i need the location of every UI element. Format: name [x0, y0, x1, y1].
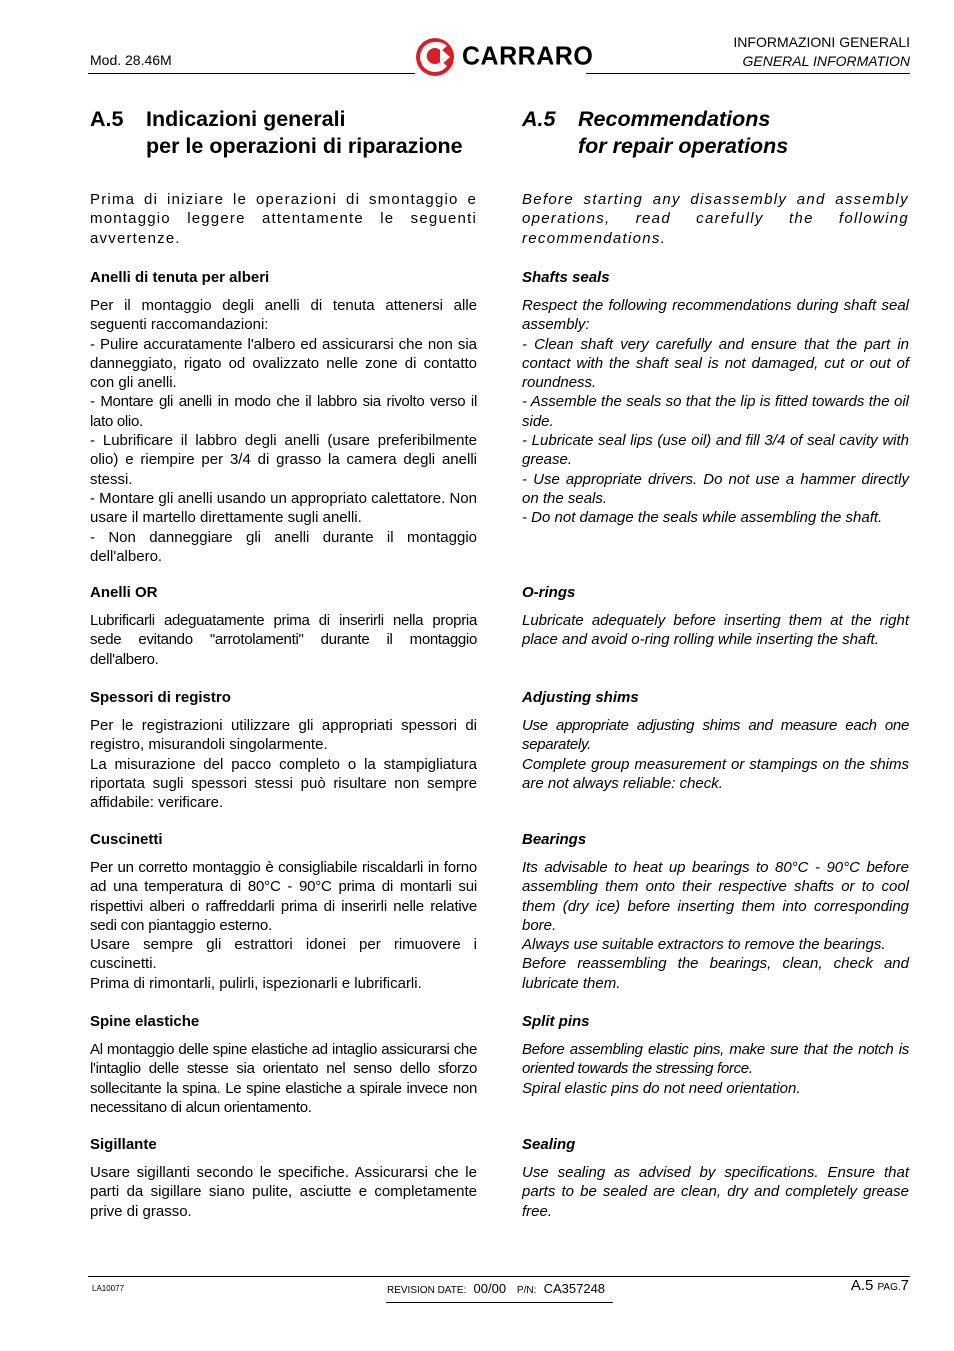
section-sealant-it — [90, 1135, 477, 1221]
intro-text-en: Before starting any disassembly and assembly operations, read carefully the following recommendations. — [522, 191, 909, 247]
page-label: PAG. — [877, 1282, 901, 1293]
section-pins-it — [90, 1012, 477, 1117]
footer-rule — [88, 1276, 910, 1277]
section-orings-it — [90, 583, 477, 669]
paragraph: Its advisable to heat up bearings to 80°C - 90°C before assembling them onto their respective shafts or to cool them (dry ice) before inserting them into corresponding bore. — [522, 859, 909, 934]
header-section — [733, 33, 910, 71]
header-section-it: INFORMAZIONI GENERALI — [733, 34, 910, 50]
pn-value: CA357248 — [543, 1281, 606, 1296]
paragraph: - Pulire accuratamente l'albero ed assicurarsi che non sia danneggiato, rigato od ovalizzato nelle zone di contatto con gli anelli. — [90, 335, 477, 392]
section-heading: Shafts seals — [522, 269, 610, 286]
section-heading: Adjusting shims — [522, 689, 639, 706]
paragraph: - Use appropriate drivers. Do not use a hammer directly on the seals. — [522, 470, 909, 507]
paragraph: - Do not damage the seals while assembling the shaft. — [522, 509, 883, 527]
brand-name: CARRARO — [462, 41, 594, 71]
section-heading: Bearings — [522, 831, 587, 848]
paragraph: Always use suitable extractors to remove the bearings. — [522, 936, 886, 954]
paragraph: - Clean shaft very carefully and ensure that the part in contact with the shaft seal is not damaged, cut or out of roundness. — [522, 335, 909, 392]
paragraph: - Lubrificare il labbro degli anelli (usare preferibilmente olio) e riempire per 3/4 di grasso la camera degli anelli stessi. — [90, 432, 477, 488]
revision-value: 00/00 — [473, 1281, 507, 1296]
paragraph: Before assembling elastic pins, make sure that the notch is oriented towards the stressing force. — [522, 1041, 909, 1078]
paragraph: La misurazione del pacco completo o la stampigliatura riportata sugli spessori stessi può risultare non sempre affidabile: verificare. — [90, 755, 477, 812]
paragraph: Usare sempre gli estrattori idonei per rimuovere i cuscinetti. — [90, 936, 477, 973]
title-line1-it: Indicazioni generali — [146, 107, 346, 131]
paragraph: Per le registrazioni utilizzare gli appropriati spessori di registro, misurandoli singolarmente. — [90, 717, 477, 754]
section-shaft-seals-it — [90, 268, 477, 566]
paragraph: - Montare gli anelli usando un appropriato calettatore. Non usare il martello direttamente sugli anelli. — [90, 489, 477, 527]
footer-section: A.5 — [850, 1277, 874, 1294]
title-number-en: A.5 — [522, 107, 556, 131]
paragraph: Before reassembling the bearings, clean, check and lubricate them. — [522, 955, 909, 992]
paragraph: Al montaggio delle spine elastiche ad intaglio assicurarsi che l'intaglio delle stesse sia orientato nel senso dello sforzo sollecitante la spina. Le spine elastiche a spirale invece non necessitano di alcun orientamento. — [90, 1041, 477, 1116]
section-sealing-en — [522, 1135, 909, 1221]
paragraph: Respect the following recommendations during shaft seal assembly: — [522, 297, 909, 334]
paragraph: Prima di rimontarli, pulirli, ispezionarli e lubrificarli. — [90, 974, 422, 992]
document-code: LA10077 — [92, 1284, 125, 1293]
header-section-en: GENERAL INFORMATION — [742, 53, 910, 69]
section-heading: Split pins — [522, 1013, 590, 1030]
revision-underline — [386, 1302, 613, 1303]
paragraph: Use appropriate adjusting shims and measure each one separately. — [522, 717, 909, 754]
section-heading: Sigillante — [90, 1136, 157, 1153]
paragraph: Complete group measurement or stampings on the shims are not always reliable: check. — [522, 755, 909, 792]
section-heading: Sealing — [522, 1136, 576, 1153]
revision-label: REVISION DATE: — [387, 1285, 467, 1296]
page-title-en — [522, 106, 912, 166]
paragraph: - Non danneggiare gli anelli durante il montaggio dell'albero. — [90, 528, 477, 565]
paragraph: Lubricate adequately before inserting them at the right place and avoid o-ring rolling while inserting the shaft. — [522, 612, 909, 649]
title-line1-en: Recommendations — [578, 107, 771, 131]
section-heading: O-rings — [522, 584, 576, 601]
pn-label: P/N: — [516, 1285, 537, 1296]
page-number: 7 — [900, 1277, 909, 1294]
title-line2-it: per le operazioni di riparazione — [146, 134, 463, 158]
section-pins-en — [522, 1012, 909, 1098]
paragraph: Use sealing as advised by specifications. Ensure that parts to be sealed are clean, dry and completely grease free. — [522, 1164, 909, 1220]
title-line2-en: for repair operations — [578, 134, 789, 158]
section-heading: Cuscinetti — [90, 831, 163, 848]
model-number: Mod. 28.46M — [90, 52, 172, 68]
carraro-logo-icon — [414, 36, 458, 78]
paragraph: Per un corretto montaggio è consigliabile riscaldarli in forno ad una temperatura di 80°C - 90°C prima di montarli sui rispettivi alberi o raffreddarli prima di inserirli nelle relative sedi con piantaggio esterno. — [90, 859, 477, 934]
paragraph: Lubrificarli adeguatamente prima di inserirli nella propria sede evitando "arrotolamenti" durante il montaggio dell'albero. — [90, 612, 477, 668]
section-shims-en — [522, 688, 909, 793]
section-heading: Anelli di tenuta per alberi — [90, 269, 270, 286]
page-title-it — [90, 106, 480, 166]
revision-info — [387, 1281, 605, 1296]
section-bearings-en — [522, 830, 909, 993]
carraro-logo — [414, 36, 594, 78]
paragraph: - Lubricate seal lips (use oil) and fill 3/4 of seal cavity with grease. — [522, 432, 909, 469]
section-heading: Spine elastiche — [90, 1013, 200, 1030]
intro-en — [522, 190, 909, 248]
section-heading: Anelli OR — [90, 584, 158, 601]
paragraph: - Montare gli anelli in modo che il labbro sia rivolto verso il lato olio. — [90, 393, 477, 430]
header-rule-right — [586, 73, 910, 74]
page-number-block — [851, 1277, 909, 1294]
intro-text-it: Prima di iniziare le operazioni di smontaggio e montaggio leggere attentamente le seguenti avvertenze. — [90, 191, 477, 247]
section-orings-en — [522, 583, 909, 650]
section-shims-it — [90, 688, 477, 812]
header-rule-left — [88, 73, 415, 74]
section-shaft-seals-en — [522, 268, 909, 528]
paragraph: Spiral elastic pins do not need orientation. — [522, 1079, 801, 1097]
section-heading: Spessori di registro — [90, 689, 231, 706]
section-bearings-it — [90, 830, 477, 993]
paragraph: Usare sigillanti secondo le specifiche. Assicurarsi che le parti da sigillare siano pulite, asciutte e completamente prive di grasso. — [90, 1164, 477, 1220]
title-number-it: A.5 — [90, 107, 124, 131]
paragraph: Per il montaggio degli anelli di tenuta attenersi alle seguenti raccomandazioni: — [90, 297, 477, 334]
intro-it — [90, 190, 477, 248]
paragraph: - Assemble the seals so that the lip is fitted towards the oil side. — [522, 393, 909, 430]
